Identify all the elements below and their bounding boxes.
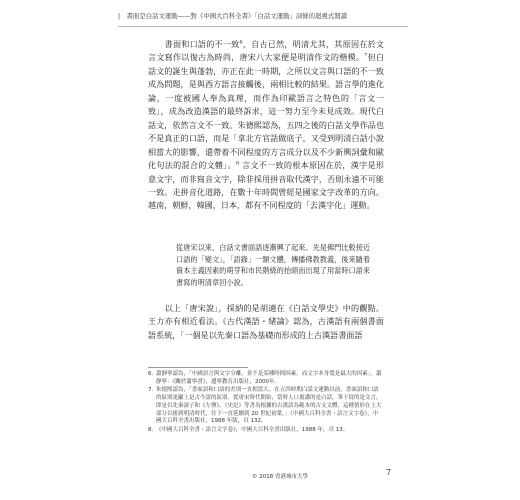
body-line: 文一致」，成為改造漢語的最終訴求，這一努力至今未見成效。 bbox=[148, 92, 384, 117]
footnote-number: 6. bbox=[148, 371, 154, 377]
running-header: | 書面是白話文運動——對《中國大百科全書》「白話文運動」詞條的迴視式閱讀 bbox=[118, 12, 348, 20]
footnote-8 bbox=[148, 427, 382, 435]
body-line: 書面和口語的不一致 bbox=[148, 39, 240, 49]
block-quote: 從唐宋以來，白話文書面語逐漸興了起來。先是佛門比較接近口語的「變文」，「語錄」一類文體，傳播佛教教義，後來隨着資本主義因素的萌芽和市民階級的抬頭而出現了用當時口語來書寫的明清章回小說。 bbox=[176, 243, 371, 287]
header-rule bbox=[118, 26, 408, 27]
body-line: 的進化論，一度被國人奉為真理，而作為印歐語言之特色的「言 bbox=[148, 79, 384, 103]
body-line: 白話文的誕生與蓬勃，亦正在此一時期，之所以文言與口語的不 bbox=[148, 52, 384, 76]
footnote-text: 蕭靜寧認為，「中國語言與文字分離，並不是某種時間因素，而文字本身寬是最大的因素」。蕭靜寧：《關於蕭寧書》，遼寧教育出版社，2000年。 bbox=[156, 371, 382, 385]
footnote-text: 朱德熙認為，「書面語和口語的差別一直相當大。在五四時期白話文運動以前，書面語和口語的區別更顯上是古今語的區別。從唐宋時代開始，當時人口裏講的是白話，筆下寫的是文言，即是以先秦諸子和《左傳》、《史記》等書為根據的古漢語為範本的古文文體。這種情形在上大部分以後到明清時代，往下一直延續到 20 世紀初葉。」《中國大百科全書・語言文字卷》，中國大百科全書出版社，1988 年版，頁 132。 bbox=[156, 387, 382, 425]
page-number: 7 bbox=[386, 468, 392, 477]
body-line: 現代白話文，依然言文不一致。朱德熙認為，五四之後的白話文 bbox=[148, 106, 384, 130]
footnote-number: 8. bbox=[148, 426, 154, 433]
body-line: 言文寫作以復古為時尚，唐宋八大家便是明清作文的楷模。 bbox=[148, 52, 365, 63]
body-line: 但 bbox=[367, 52, 376, 63]
body-paragraph-2: 以上「唐宋說」，採納的是胡適在《白話文學史》中的觀點。王力亦有相近看法。《古代漢語・緒論》認為，古漢語有兩個書面語系統，「一個是以先秦口語為基礎而形成的上古漢語書面語 bbox=[148, 303, 384, 340]
body-line: 學作品也不是真正的口語，而是「拿北方官話做底子，又受到明 bbox=[148, 119, 384, 144]
copyright-footer: © 2018 香港城市大學 bbox=[252, 474, 308, 480]
body-line: ，自古已然，明清尤其，其原因在於文 bbox=[242, 39, 384, 49]
body-line: 字，否則永遠不可能一致。走拼音化道路，在數十年時間曾經是 bbox=[148, 173, 384, 197]
footnote-rule bbox=[148, 367, 248, 368]
body-line: 「去漢字化」運動。 bbox=[301, 200, 375, 211]
footnote-ref-7[interactable]: 7 bbox=[364, 52, 368, 59]
footnote-7 bbox=[148, 387, 382, 426]
body-line: 言文不一致的根本原 bbox=[239, 160, 318, 171]
body-paragraph bbox=[148, 38, 384, 213]
footnote-ref-8[interactable]: 8 bbox=[235, 160, 240, 167]
footnotes bbox=[148, 371, 382, 436]
footnote-6 bbox=[148, 371, 382, 386]
body-line: 清白話小說相當大的影響，還帶着不同程度的方言成分以及不 bbox=[148, 133, 384, 157]
body-line: 一致成為問題，是與西方語言接觸後，兩相比較的結果。語言學 bbox=[148, 65, 384, 90]
body-line: 少新興詞彙和歐化句法的混合的文體」。 bbox=[148, 146, 384, 171]
body-line: 國家文字改革的方向。越南，朝鮮，韓國，日本，都有不同程度的 bbox=[148, 186, 384, 211]
footnote-number: 7. bbox=[148, 387, 154, 394]
body-line: 因在於，漢字是形意文字，而非寫音文字，除非採用拼音取代漢 bbox=[148, 160, 384, 184]
footnote-ref-6[interactable]: 6 bbox=[239, 39, 243, 46]
footnote-text: 《中國大百科全書・語言文字卷》，中國大百科全書出版社，1988 年，頁 13。 bbox=[156, 426, 349, 433]
